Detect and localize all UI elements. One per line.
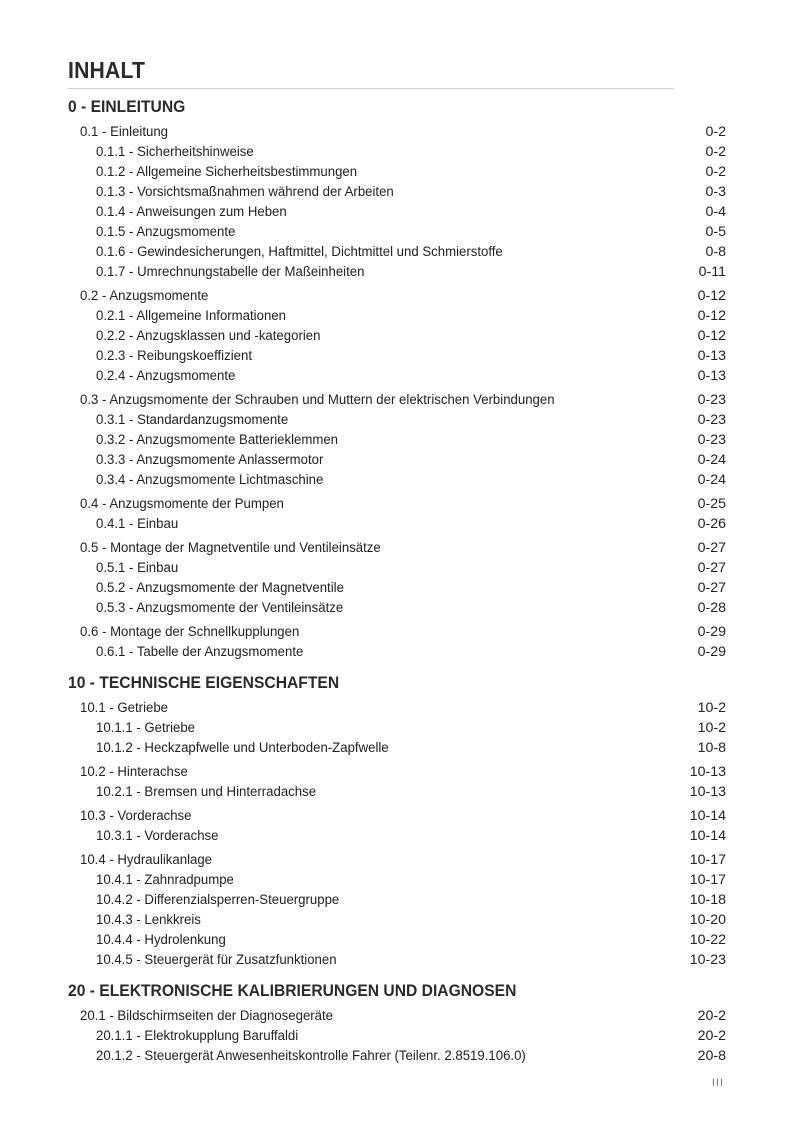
toc-section — [68, 494, 726, 534]
toc-section-entry-label: 0.1 - Einleitung — [80, 124, 169, 140]
toc-subsection-entry-label: 0.5.3 - Anzugsmomente der Ventileinsätze — [96, 600, 344, 616]
toc-subsection-entry[interactable] — [68, 1046, 726, 1066]
toc-subsection-entry-page-ref: 0-5 — [705, 224, 726, 240]
toc-section-entry-label: 0.2 - Anzugsmomente — [80, 288, 209, 304]
toc-subsection-entry-label: 20.1.2 - Steuergerät Anwesenheitskontrolle Fahrer (Teilenr. 2.8519.106.0) — [96, 1048, 526, 1064]
toc-section-entry-page-ref: 10-2 — [697, 700, 726, 716]
toc-section-entry-page-ref: 0-23 — [697, 392, 726, 408]
toc-section-entry[interactable] — [68, 1006, 726, 1026]
toc-section-entry-label: 10.1 - Getriebe — [80, 700, 169, 716]
toc-subsection-entry-page-ref: 0-24 — [697, 452, 726, 468]
page-title: INHALT — [68, 56, 673, 89]
toc-subsection-entry[interactable] — [68, 470, 726, 490]
toc-subsection-entry-page-ref: 0-3 — [705, 184, 726, 200]
toc-subsection-entry-page-ref: 0-23 — [697, 412, 726, 428]
toc-subsection-entry-page-ref: 10-17 — [689, 872, 726, 888]
toc-subsection-entry[interactable] — [68, 182, 726, 202]
toc-section-entry-label: 10.3 - Vorderachse — [80, 808, 192, 824]
toc-section-entry-page-ref: 0-2 — [705, 124, 726, 140]
toc-subsection-entry[interactable] — [68, 514, 726, 534]
toc-subsection-entry-page-ref: 20-8 — [697, 1048, 726, 1064]
toc-section — [68, 806, 726, 846]
toc-section — [68, 762, 726, 802]
toc-subsection-entry-label: 0.1.1 - Sicherheitshinweise — [96, 144, 254, 160]
toc-subsection-entry[interactable] — [68, 410, 726, 430]
toc-subsection-entry-page-ref: 10-14 — [689, 828, 726, 844]
toc-subsection-entry-label: 0.6.1 - Tabelle der Anzugsmomente — [96, 644, 304, 660]
toc-subsection-entry-label: 0.4.1 - Einbau — [96, 516, 179, 532]
toc-subsection-entry-page-ref: 0-24 — [697, 472, 726, 488]
toc-subsection-entry-label: 0.1.5 - Anzugsmomente — [96, 224, 236, 240]
toc-subsection-entry-page-ref: 10-2 — [697, 720, 726, 736]
toc-subsection-entry-page-ref: 0-29 — [697, 644, 726, 660]
chapter — [68, 980, 726, 1066]
toc-section-entry[interactable] — [68, 122, 726, 142]
toc-subsection-entry-label: 0.3.3 - Anzugsmomente Anlassermotor — [96, 452, 324, 468]
toc-section-entry-page-ref: 10-13 — [689, 764, 726, 780]
toc-subsection-entry-page-ref: 0-4 — [705, 204, 726, 220]
toc-subsection-entry[interactable] — [68, 366, 726, 386]
chapter — [68, 672, 726, 970]
toc-section — [68, 538, 726, 618]
toc-section-entry[interactable] — [68, 850, 726, 870]
toc-subsection-entry-page-ref: 0-27 — [697, 560, 726, 576]
toc-subsection-entry-label: 10.1.2 - Heckzapfwelle und Unterboden-Zapfwelle — [96, 740, 389, 756]
toc-subsection-entry-page-ref: 10-18 — [689, 892, 726, 908]
toc-section-entry-label: 20.1 - Bildschirmseiten der Diagnosegeräte — [80, 1008, 334, 1024]
toc-subsection-entry-page-ref: 0-13 — [697, 368, 726, 384]
toc-subsection-entry[interactable] — [68, 162, 726, 182]
toc-subsection-entry-label: 10.4.1 - Zahnradpumpe — [96, 872, 234, 888]
toc-section-entry[interactable] — [68, 698, 726, 718]
toc-subsection-entry-label: 20.1.1 - Elektrokupplung Baruffaldi — [96, 1028, 299, 1044]
toc-subsection-entry-page-ref: 0-12 — [697, 308, 726, 324]
toc-section-entry[interactable] — [68, 762, 726, 782]
toc-subsection-entry-label: 0.3.1 - Standardanzugsmomente — [96, 412, 289, 428]
toc-section-entry-page-ref: 10-14 — [689, 808, 726, 824]
toc-subsection-entry-page-ref: 10-13 — [689, 784, 726, 800]
toc-subsection-entry-page-ref: 20-2 — [697, 1028, 726, 1044]
toc-section-entry-page-ref: 0-29 — [697, 624, 726, 640]
toc-subsection-entry[interactable] — [68, 242, 726, 262]
toc-section-entry-page-ref: 0-25 — [697, 496, 726, 512]
toc-section-entry-page-ref: 0-27 — [697, 540, 726, 556]
toc-subsection-entry-label: 10.1.1 - Getriebe — [96, 720, 196, 736]
toc-subsection-entry[interactable] — [68, 326, 726, 346]
toc-subsection-entry-label: 0.1.4 - Anweisungen zum Heben — [96, 204, 287, 220]
toc-section-entry-label: 0.4 - Anzugsmomente der Pumpen — [80, 496, 284, 512]
toc-subsection-entry-label: 0.3.2 - Anzugsmomente Batterieklemmen — [96, 432, 339, 448]
toc-subsection-entry-page-ref: 0-12 — [697, 328, 726, 344]
toc-subsection-entry-label: 0.2.3 - Reibungskoeffizient — [96, 348, 252, 364]
toc-section-entry[interactable] — [68, 622, 726, 642]
toc-subsection-entry-page-ref: 10-22 — [689, 932, 726, 948]
toc-subsection-entry[interactable] — [68, 202, 726, 222]
chapter-title[interactable]: 10 - TECHNISCHE EIGENSCHAFTEN — [68, 673, 340, 692]
toc-section-entry-label: 0.6 - Montage der Schnellkupplungen — [80, 624, 300, 640]
toc-subsection-entry-page-ref: 0-23 — [697, 432, 726, 448]
toc-section — [68, 698, 726, 758]
toc-subsection-entry-label: 0.3.4 - Anzugsmomente Lichtmaschine — [96, 472, 324, 488]
toc-section — [68, 850, 726, 970]
toc-subsection-entry-page-ref: 10-20 — [689, 912, 726, 928]
toc-subsection-entry[interactable] — [68, 142, 726, 162]
toc-subsection-entry[interactable] — [68, 642, 726, 662]
toc-subsection-entry[interactable] — [68, 782, 726, 802]
toc-subsection-entry-label: 10.4.4 - Hydrolenkung — [96, 932, 226, 948]
toc-subsection-entry[interactable] — [68, 718, 726, 738]
toc-subsection-entry-label: 10.4.5 - Steuergerät für Zusatzfunktionen — [96, 952, 337, 968]
toc-subsection-entry-label: 0.1.2 - Allgemeine Sicherheitsbestimmungen — [96, 164, 358, 180]
toc-subsection-entry-page-ref: 0-28 — [697, 600, 726, 616]
toc-subsection-entry[interactable] — [68, 450, 726, 470]
toc-section-entry-page-ref: 10-17 — [689, 852, 726, 868]
chapter — [68, 96, 726, 662]
toc-subsection-entry[interactable] — [68, 222, 726, 242]
toc-subsection-entry-label: 0.5.2 - Anzugsmomente der Magnetventile — [96, 580, 344, 596]
toc-page — [68, 56, 726, 1066]
toc-subsection-entry[interactable] — [68, 430, 726, 450]
toc-section-entry[interactable] — [68, 390, 726, 410]
toc-subsection-entry-label: 0.1.3 - Vorsichtsmaßnahmen während der Arbeiten — [96, 184, 394, 200]
toc-section-entry[interactable] — [68, 286, 726, 306]
table-of-contents — [68, 96, 726, 1066]
toc-subsection-entry-page-ref: 0-26 — [697, 516, 726, 532]
toc-section-entry-label: 0.5 - Montage der Magnetventile und Ventileinsätze — [80, 540, 381, 556]
toc-section-entry-page-ref: 0-12 — [697, 288, 726, 304]
toc-subsection-entry-label: 0.2.2 - Anzugsklassen und -kategorien — [96, 328, 321, 344]
page-number: III — [711, 1077, 724, 1089]
toc-section — [68, 1006, 726, 1066]
toc-subsection-entry-label: 0.5.1 - Einbau — [96, 560, 179, 576]
toc-subsection-entry[interactable] — [68, 870, 726, 890]
toc-section-entry-label: 0.3 - Anzugsmomente der Schrauben und Muttern der elektrischen Verbindungen — [80, 392, 555, 408]
toc-subsection-entry-page-ref: 0-27 — [697, 580, 726, 596]
toc-subsection-entry-label: 10.2.1 - Bremsen und Hinterradachse — [96, 784, 317, 800]
toc-subsection-entry[interactable] — [68, 598, 726, 618]
toc-subsection-entry-page-ref: 0-11 — [698, 264, 726, 280]
toc-subsection-entry[interactable] — [68, 346, 726, 366]
toc-subsection-entry[interactable] — [68, 890, 726, 910]
toc-section-entry[interactable] — [68, 538, 726, 558]
toc-section-entry-label: 10.2 - Hinterachse — [80, 764, 188, 780]
chapter-title[interactable]: 0 - EINLEITUNG — [68, 97, 186, 116]
toc-section — [68, 286, 726, 386]
toc-subsection-entry-page-ref: 0-2 — [705, 164, 726, 180]
toc-section-entry-page-ref: 20-2 — [697, 1008, 726, 1024]
chapter-title[interactable]: 20 - ELEKTRONISCHE KALIBRIERUNGEN UND DIAGNOSEN — [68, 981, 517, 1000]
toc-section — [68, 622, 726, 662]
toc-subsection-entry[interactable] — [68, 578, 726, 598]
toc-section-entry[interactable] — [68, 494, 726, 514]
toc-subsection-entry-page-ref: 10-23 — [689, 952, 726, 968]
toc-subsection-entry[interactable] — [68, 1026, 726, 1046]
toc-subsection-entry-page-ref: 0-8 — [705, 244, 726, 260]
toc-subsection-entry[interactable] — [68, 910, 726, 930]
toc-subsection-entry-label: 10.3.1 - Vorderachse — [96, 828, 219, 844]
toc-subsection-entry-label: 10.4.3 - Lenkkreis — [96, 912, 201, 928]
toc-subsection-entry[interactable] — [68, 738, 726, 758]
toc-subsection-entry-label: 0.2.4 - Anzugsmomente — [96, 368, 236, 384]
toc-subsection-entry-label: 0.1.6 - Gewindesicherungen, Haftmittel, Dichtmittel und Schmierstoffe — [96, 244, 503, 260]
toc-subsection-entry[interactable] — [68, 826, 726, 846]
toc-section-entry-label: 10.4 - Hydraulikanlage — [80, 852, 213, 868]
toc-subsection-entry-page-ref: 10-8 — [697, 740, 726, 756]
toc-subsection-entry[interactable] — [68, 558, 726, 578]
toc-section — [68, 390, 726, 490]
toc-subsection-entry-page-ref: 0-13 — [697, 348, 726, 364]
toc-subsection-entry-page-ref: 0-2 — [705, 144, 726, 160]
toc-section — [68, 122, 726, 282]
toc-subsection-entry[interactable] — [68, 950, 726, 970]
toc-subsection-entry-label: 10.4.2 - Differenzialsperren-Steuergruppe — [96, 892, 340, 908]
toc-section-entry[interactable] — [68, 806, 726, 826]
toc-subsection-entry[interactable] — [68, 306, 726, 326]
toc-subsection-entry-label: 0.1.7 - Umrechnungstabelle der Maßeinheiten — [96, 264, 365, 280]
toc-subsection-entry-label: 0.2.1 - Allgemeine Informationen — [96, 308, 286, 324]
toc-subsection-entry[interactable] — [68, 262, 726, 282]
toc-subsection-entry[interactable] — [68, 930, 726, 950]
